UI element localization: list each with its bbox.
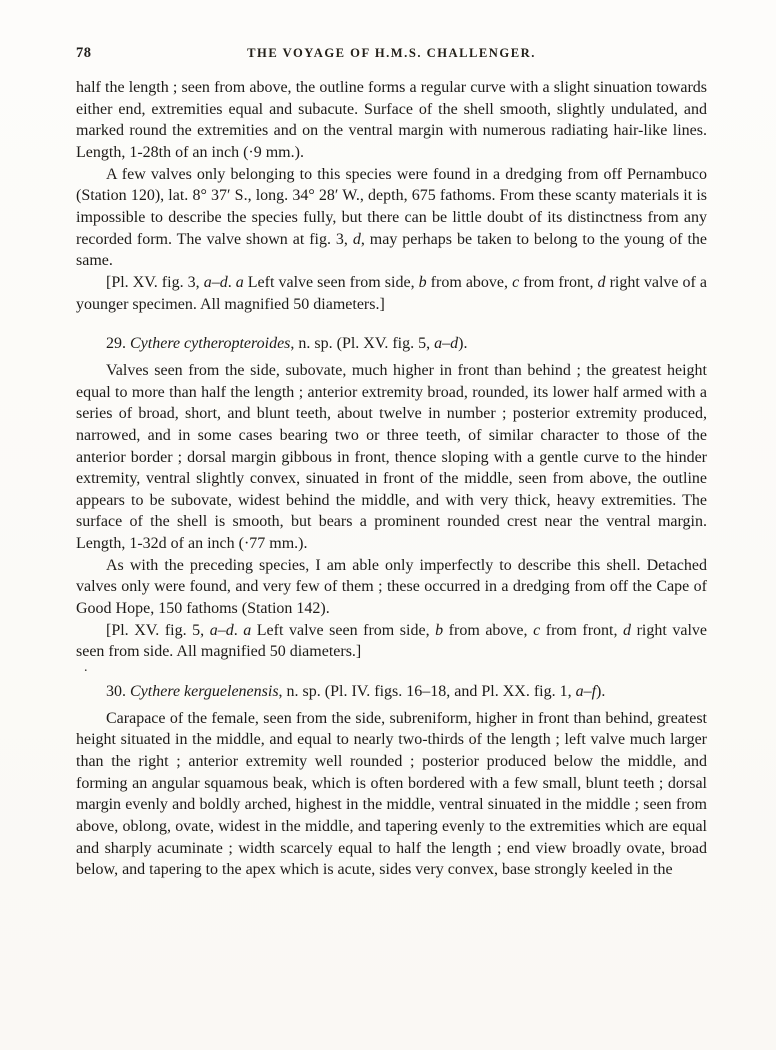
page-body <box>76 77 707 881</box>
paragraph-description-30: Carapace of the female, seen from the side, subreniform, higher in front than behind, greatest height situated in the middle, and equal to nearly two-thirds of the length ; left valve much larger than the right ; anterior extremity well rounded ; posterior produced below the middle, and forming an angular squamous beak, which is often bordered with a few small, blunt teeth ; dorsal margin evenly and boldly arched, highest in the middle, ventral sinuated in the middle ; seen from above, oblong, ovate, widest in the middle, and tapering evenly to the extremities which are equal and sharply acuminate ; width scarcely equal to half the length ; end view broadly ovate, broad below, and tapering to the apex which is acute, sides very convex, base strongly keeled in the <box>76 709 707 879</box>
plate-reference-fig-5: [Pl. XV. fig. 5, a–d. a Left valve seen from side, b from above, c from front, d right valve seen from side. All magnified 50 diameters.] <box>76 621 707 661</box>
species-heading-29: 29. Cythere cytheropteroides, n. sp. (Pl. XV. fig. 5, a–d). <box>106 335 468 353</box>
paragraph-description-29: Valves seen from the side, subovate, much higher in front than behind ; the greatest height equal to more than half the length ; anterior extremity broad, rounded, its lower half armed with a series of broad, short, and blunt teeth, about twelve in number ; posterior extremity produced, narrowed, and in some cases bearing two or three teeth, of similar character to those of the anterior border ; dorsal margin gibbous in front, thence sloping with a gentle curve to the hinder extremity, ventral slightly convex, sinuated in front of the middle, seen from above, the outline appears to be subovate, widest behind the middle, and with very thick, heavy extremities. The surface of the shell is smooth, but bears a prominent rounded crest near the ventral margin. Length, 1-32d of an inch (·77 mm.). <box>76 361 707 553</box>
scan-artifact-dot: . <box>84 660 88 675</box>
paragraph-station-120: A few valves only belonging to this species were found in a dredging from off Pernambuco (Station 120), lat. 8° 37′ S., long. 34° 28′ W., depth, 675 fathoms. From these scanty materials it is impossible to describe the species fully, but there can be little doubt of its distinctness from any recorded form. The valve shown at fig. 3, d, may perhaps be taken to belong to the young of the same. <box>76 165 707 270</box>
running-title: THE VOYAGE OF H.M.S. CHALLENGER. <box>247 46 536 60</box>
paragraph-continuation: half the length ; seen from above, the outline forms a regular curve with a slight sinuation towards either end, extremities equal and subacute. Surface of the shell smooth, slightly undulated, and marked round the extremities and on the ventral margin with numerous radiating hair-like lines. Length, 1-28th of an inch (·9 mm.). <box>76 79 707 161</box>
page-header <box>76 44 707 64</box>
paragraph-station-142: As with the preceding species, I am able only imperfectly to describe this shell. Detached valves only were found, and very few of them ; these occurred in a dredging from off the Cape of Good Hope, 150 fathoms (Station 142). <box>76 556 707 618</box>
species-heading-30: 30. Cythere kerguelenensis, n. sp. (Pl. IV. figs. 16–18, and Pl. XX. fig. 1, a–f). <box>106 683 606 701</box>
page-number: 78 <box>76 45 92 61</box>
plate-reference-fig-3: [Pl. XV. fig. 3, a–d. a Left valve seen from side, b from above, c from front, d right valve of a younger specimen. All magnified 50 diameters.] <box>76 273 708 313</box>
